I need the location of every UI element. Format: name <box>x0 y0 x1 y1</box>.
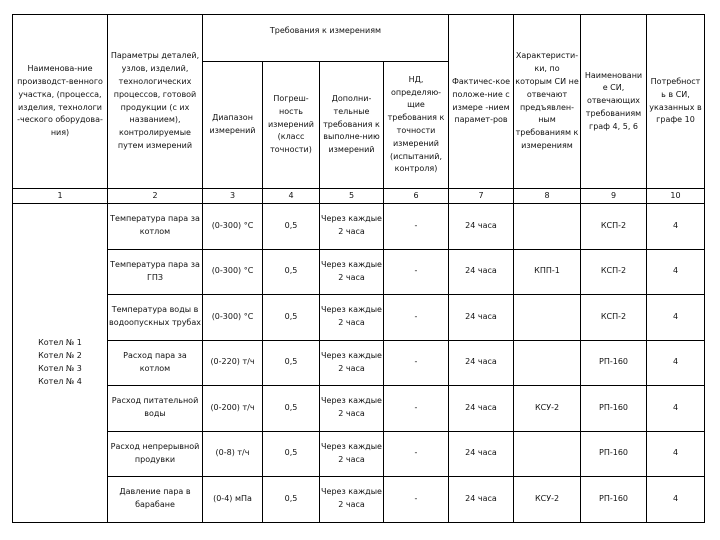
header-col3: Диапазон измерений <box>203 62 263 189</box>
table-row <box>13 431 705 477</box>
actual-cell: 24 часа <box>449 204 514 250</box>
mismatch-cell: КСУ-2 <box>514 477 581 523</box>
extra-cell: Через каждые 2 часа <box>320 386 384 432</box>
accuracy-cell: 0,5 <box>263 477 320 523</box>
actual-cell: 24 часа <box>449 340 514 386</box>
header-col2: Параметры деталей, узлов, изделий, технологических процессов, готовой продукции (с их названием), контролируемые путем измерений <box>108 15 203 189</box>
nd-cell: - <box>384 204 449 250</box>
accuracy-cell: 0,5 <box>263 295 320 341</box>
nd-cell: - <box>384 295 449 341</box>
header-col7: Фактичес-кое положе-ние с измере -нием парамет-ров <box>449 15 514 189</box>
si-cell: РП-160 <box>581 431 647 477</box>
column-number-row <box>13 189 705 204</box>
mismatch-cell: КПП-1 <box>514 249 581 295</box>
param-cell: Температура пара за ГПЗ <box>108 249 203 295</box>
header-col5: Дополни-тельные требования к выполне-нию измерений <box>320 62 384 189</box>
column-number: 4 <box>263 189 320 204</box>
header-col1: Наименова-ние производст-венного участка, (процесса, изделия, технологи -ческого оборудова-ния) <box>13 15 108 189</box>
si-cell: КСП-2 <box>581 295 647 341</box>
column-number: 2 <box>108 189 203 204</box>
header-col9: Наименовани е СИ, отвечающих требованиям граф 4, 5, 6 <box>581 15 647 189</box>
header-row-top <box>13 15 705 62</box>
object-cell <box>13 204 108 523</box>
column-number: 6 <box>384 189 449 204</box>
mismatch-cell <box>514 431 581 477</box>
column-number: 1 <box>13 189 108 204</box>
need-cell: 4 <box>647 295 705 341</box>
column-number: 5 <box>320 189 384 204</box>
header-col10: Потребност ь в СИ, указанных в графе 10 <box>647 15 705 189</box>
range-cell: (0-200) т/ч <box>203 386 263 432</box>
range-cell: (0-300) °С <box>203 249 263 295</box>
header-col4: Погреш-ность измерений (класс точности) <box>263 62 320 189</box>
actual-cell: 24 часа <box>449 386 514 432</box>
measurement-table <box>12 14 705 523</box>
boiler-label: Котел № 4 <box>38 376 82 386</box>
column-number: 3 <box>203 189 263 204</box>
param-cell: Температура воды в водоопускных трубах <box>108 295 203 341</box>
column-number: 8 <box>514 189 581 204</box>
mismatch-cell <box>514 295 581 341</box>
nd-cell: - <box>384 477 449 523</box>
nd-cell: - <box>384 386 449 432</box>
range-cell: (0-4) мПа <box>203 477 263 523</box>
need-cell: 4 <box>647 477 705 523</box>
param-cell: Расход пара за котлом <box>108 340 203 386</box>
nd-cell: - <box>384 431 449 477</box>
table-row <box>13 295 705 341</box>
nd-cell: - <box>384 249 449 295</box>
table-row <box>13 340 705 386</box>
si-cell: КСП-2 <box>581 204 647 250</box>
actual-cell: 24 часа <box>449 295 514 341</box>
header-col8: Характеристи-ки, по которым СИ не отвечают предъявлен-ным требованиям к измерениям <box>514 15 581 189</box>
boiler-label: Котел № 1 <box>38 338 82 348</box>
accuracy-cell: 0,5 <box>263 249 320 295</box>
header-col6: НД, определяю-щие требования к точности измерений (испытаний, контроля) <box>384 62 449 189</box>
si-cell: РП-160 <box>581 340 647 386</box>
need-cell: 4 <box>647 431 705 477</box>
param-cell: Расход непрерывной продувки <box>108 431 203 477</box>
mismatch-cell <box>514 204 581 250</box>
si-cell: РП-160 <box>581 477 647 523</box>
range-cell: (0-8) т/ч <box>203 431 263 477</box>
column-number: 9 <box>581 189 647 204</box>
si-cell: РП-160 <box>581 386 647 432</box>
column-number: 7 <box>449 189 514 204</box>
accuracy-cell: 0,5 <box>263 340 320 386</box>
boiler-label: Котел № 2 <box>38 350 82 360</box>
accuracy-cell: 0,5 <box>263 431 320 477</box>
need-cell: 4 <box>647 249 705 295</box>
table-row <box>13 477 705 523</box>
need-cell: 4 <box>647 340 705 386</box>
need-cell: 4 <box>647 204 705 250</box>
table-row <box>13 386 705 432</box>
param-cell: Давление пара в барабане <box>108 477 203 523</box>
range-cell: (0-220) т/ч <box>203 340 263 386</box>
extra-cell: Через каждые 2 часа <box>320 249 384 295</box>
table-row <box>13 249 705 295</box>
nd-cell: - <box>384 340 449 386</box>
table-row <box>13 204 705 250</box>
header-group-requirements: Требования к измерениям <box>203 15 449 62</box>
mismatch-cell <box>514 340 581 386</box>
range-cell: (0-300) °С <box>203 295 263 341</box>
extra-cell: Через каждые 2 часа <box>320 431 384 477</box>
accuracy-cell: 0,5 <box>263 204 320 250</box>
column-number: 10 <box>647 189 705 204</box>
boiler-label: Котел № 3 <box>38 363 82 373</box>
range-cell: (0-300) °С <box>203 204 263 250</box>
extra-cell: Через каждые 2 часа <box>320 204 384 250</box>
extra-cell: Через каждые 2 часа <box>320 477 384 523</box>
param-cell: Температура пара за котлом <box>108 204 203 250</box>
accuracy-cell: 0,5 <box>263 386 320 432</box>
actual-cell: 24 часа <box>449 249 514 295</box>
param-cell: Расход питательной воды <box>108 386 203 432</box>
need-cell: 4 <box>647 386 705 432</box>
extra-cell: Через каждые 2 часа <box>320 340 384 386</box>
mismatch-cell: КСУ-2 <box>514 386 581 432</box>
extra-cell: Через каждые 2 часа <box>320 295 384 341</box>
actual-cell: 24 часа <box>449 477 514 523</box>
si-cell: КСП-2 <box>581 249 647 295</box>
actual-cell: 24 часа <box>449 431 514 477</box>
